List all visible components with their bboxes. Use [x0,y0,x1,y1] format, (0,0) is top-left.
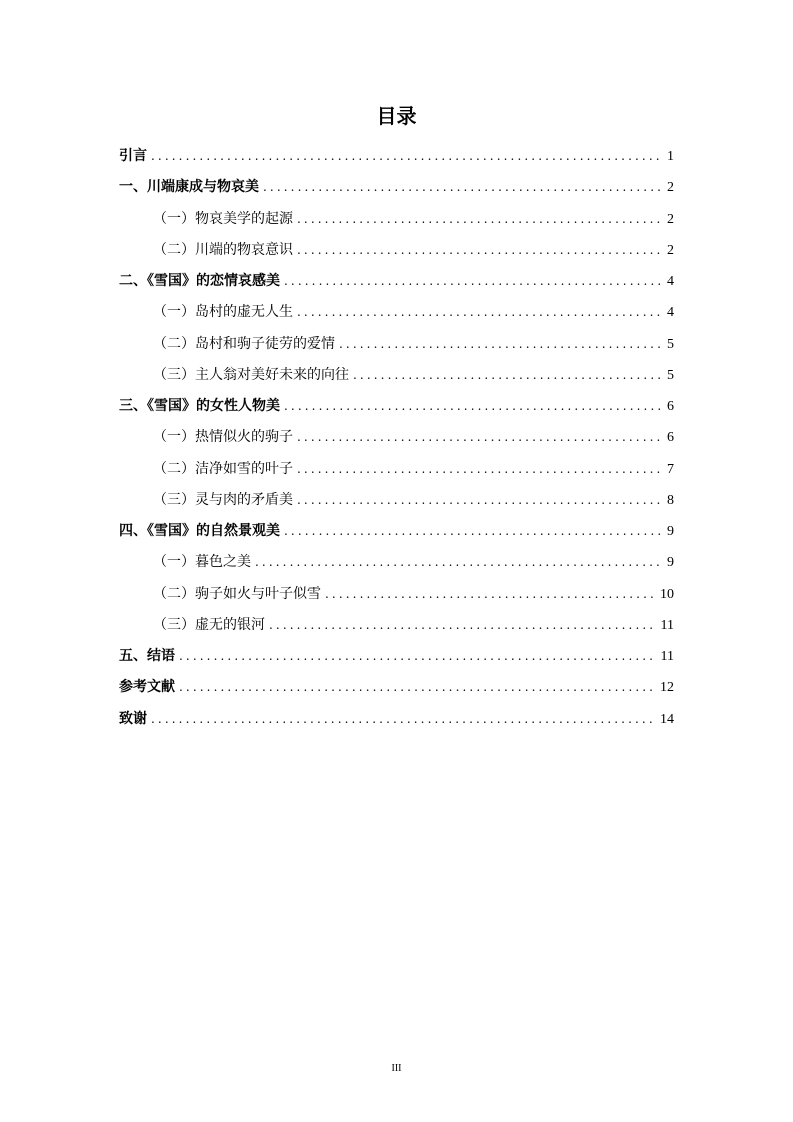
toc-entry-label: （二）岛村和驹子徒劳的爱情 [153,335,335,352]
toc-entry-page: 5 [667,367,674,383]
dot-leader [179,641,657,672]
toc-entry-label: 四、《雪国》的自然景观美 [119,523,280,539]
dot-leader [325,579,656,610]
toc-entry-page: 6 [667,399,674,414]
dot-leader [269,610,657,641]
toc-entry-label: 二、《雪国》的恋情哀感美 [119,273,280,289]
toc-entry-label: （三）主人翁对美好未来的向往 [153,366,349,383]
dot-leader [297,454,663,485]
toc-entry-section-3-1[interactable] [119,422,674,453]
toc-entry-chapter-2[interactable] [119,266,674,297]
toc-entry-references[interactable] [119,672,674,703]
toc-entry-page: 4 [667,274,674,289]
toc-entry-section-4-1[interactable] [119,547,674,578]
toc-entry-page: 9 [667,524,674,539]
toc-entry-page: 9 [667,555,674,571]
dot-leader [297,204,663,235]
toc-entry-section-3-2[interactable] [119,454,674,485]
toc-entry-page: 2 [667,180,674,196]
toc-entry-page: 8 [667,492,674,508]
toc-entry-page: 14 [660,711,674,727]
toc-entry-label: （一）热情似火的驹子 [153,429,293,446]
toc-entry-page: 11 [660,649,674,664]
toc-entry-label: 参考文献 [119,679,175,696]
toc-entry-label: 引言 [119,148,147,164]
dot-leader [339,329,663,360]
toc-entry-page: 12 [660,680,674,696]
toc-entry-label: （一）暮色之美 [153,554,251,571]
dot-leader [297,297,663,328]
dot-leader [284,266,663,297]
toc-entry-chapter-5[interactable] [119,641,674,672]
toc-entry-chapter-3[interactable] [119,391,674,422]
toc-entry-label: 五、结语 [119,648,175,664]
dot-leader [284,516,663,547]
toc-entry-introduction[interactable] [119,141,674,172]
toc-entry-section-4-2[interactable] [119,579,674,610]
dot-leader [353,360,663,391]
toc-entry-page: 2 [667,211,674,227]
toc-entry-chapter-1[interactable] [119,172,674,203]
toc-entry-label: （一）物哀美学的起源 [153,210,293,227]
toc-entry-label: （一）岛村的虚无人生 [153,304,293,321]
page-number: III [391,1063,402,1074]
toc-entry-page: 11 [660,617,674,633]
toc-entry-page: 2 [667,242,674,258]
toc-entry-label: （二）洁净如雪的叶子 [153,460,293,477]
toc-entry-label: 三、《雪国》的女性人物美 [119,398,280,414]
dot-leader [297,235,663,266]
dot-leader [179,672,656,703]
dot-leader [263,172,663,203]
toc-entry-label: （二）驹子如火与叶子似雪 [153,585,321,602]
toc-entry-page: 6 [667,430,674,446]
toc-entry-page: 4 [667,305,674,321]
toc-entry-label: 致谢 [119,710,147,727]
toc-entry-section-2-1[interactable] [119,297,674,328]
dot-leader [297,422,663,453]
toc-entry-label: （三）虚无的银河 [153,616,265,633]
toc-entry-page: 7 [667,461,674,477]
page-title: 目录 [376,104,417,128]
table-of-contents [119,141,674,735]
toc-entry-section-4-3[interactable] [119,610,674,641]
toc-entry-section-2-3[interactable] [119,360,674,391]
toc-entry-section-3-3[interactable] [119,485,674,516]
toc-entry-page: 10 [660,586,674,602]
toc-entry-chapter-4[interactable] [119,516,674,547]
toc-entry-section-1-2[interactable] [119,235,674,266]
dot-leader [255,547,663,578]
toc-entry-section-1-1[interactable] [119,204,674,235]
toc-entry-page: 1 [667,149,674,164]
toc-entry-label: （二）川端的物哀意识 [153,241,293,258]
dot-leader [151,704,656,735]
dot-leader [297,485,663,516]
dot-leader [151,141,663,172]
toc-entry-label: 一、川端康成与物哀美 [119,179,259,196]
toc-entry-page: 5 [667,336,674,352]
toc-entry-acknowledgements[interactable] [119,704,674,735]
dot-leader [284,391,663,422]
toc-entry-section-2-2[interactable] [119,329,674,360]
toc-entry-label: （三）灵与肉的矛盾美 [153,491,293,508]
